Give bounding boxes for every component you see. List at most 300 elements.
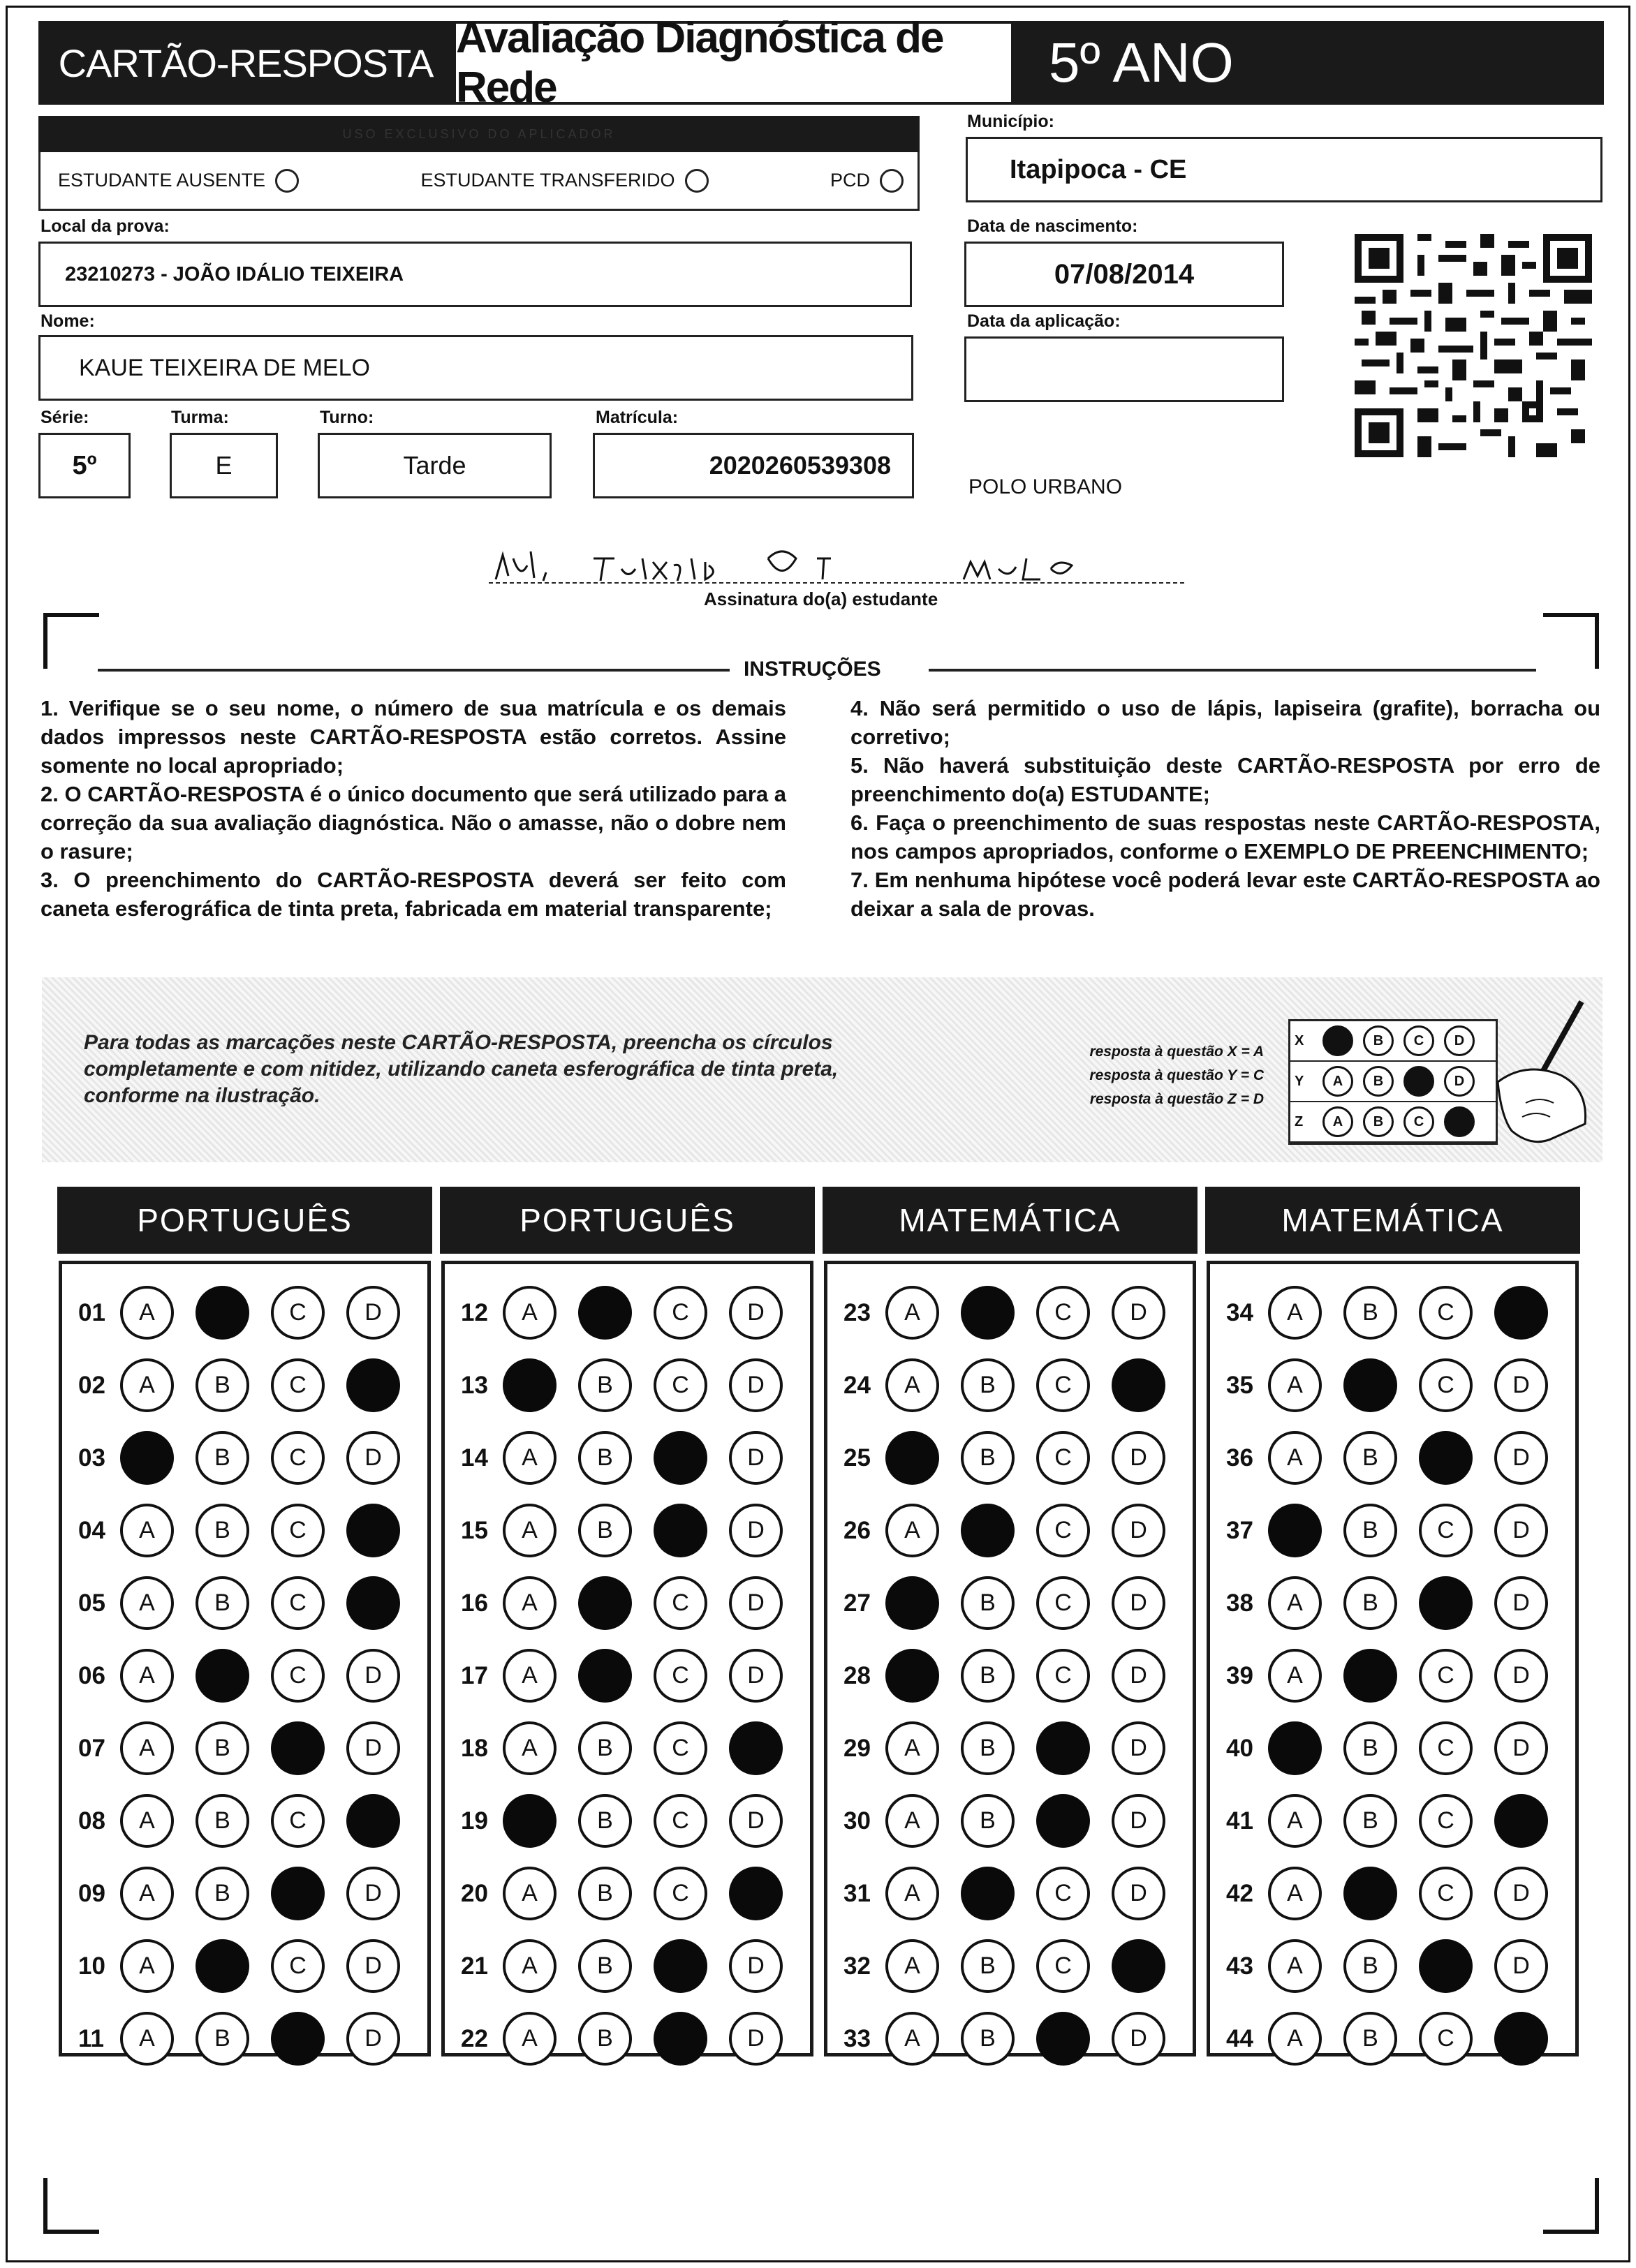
question-number: 28 xyxy=(843,1661,871,1689)
answer-bubble-c[interactable]: C xyxy=(271,1286,325,1340)
municipio-label: Município: xyxy=(967,112,1054,131)
pcd-label: PCD xyxy=(830,170,870,191)
answer-bubble-b[interactable] xyxy=(196,1939,249,1993)
answer-bubble-d[interactable]: D xyxy=(729,1358,783,1412)
answer-bubble-b[interactable]: B xyxy=(196,1794,249,1848)
answer-bubble-a[interactable]: A xyxy=(885,1286,939,1340)
answer-bubble-b[interactable]: B xyxy=(961,1358,1015,1412)
instructions-title: INSTRUÇÕES xyxy=(744,658,881,681)
answer-bubble-d[interactable] xyxy=(729,1867,783,1920)
answer-bubble-d[interactable]: D xyxy=(1112,1794,1165,1848)
answer-bubble-b[interactable]: B xyxy=(1343,2012,1397,2066)
corner-mark-bottom-right xyxy=(1543,2178,1599,2234)
answer-bubble-a[interactable]: A xyxy=(503,1504,557,1557)
answer-bubble-a[interactable] xyxy=(1268,1721,1322,1775)
question-number: 31 xyxy=(843,1879,871,1907)
answer-bubble-a[interactable]: A xyxy=(120,1504,174,1557)
answer-bubble-b[interactable]: B xyxy=(196,1576,249,1630)
municipio-value: Itapipoca - CE xyxy=(1010,154,1187,184)
question-row xyxy=(1226,1504,1570,1557)
matricula-value: 2020260539308 xyxy=(709,451,891,480)
question-row xyxy=(78,1504,422,1557)
answer-bubble-b[interactable] xyxy=(1343,1358,1397,1412)
question-number: 13 xyxy=(461,1371,488,1399)
answer-bubble-b[interactable]: B xyxy=(578,1867,632,1920)
answer-bubble-d[interactable]: D xyxy=(346,1867,400,1920)
answer-bubble-b[interactable]: B xyxy=(961,1939,1015,1993)
answer-bubble-b[interactable]: B xyxy=(1343,1576,1397,1630)
answer-bubble-c[interactable] xyxy=(1036,2012,1090,2066)
answer-bubble-b[interactable]: B xyxy=(578,1504,632,1557)
answer-bubble-b[interactable]: B xyxy=(961,1794,1015,1848)
matricula-field[interactable] xyxy=(593,433,914,498)
question-row xyxy=(1226,2012,1570,2066)
answer-bubble-b[interactable] xyxy=(961,1286,1015,1340)
answer-bubble-c[interactable]: C xyxy=(1036,1939,1090,1993)
answer-bubble-c[interactable]: C xyxy=(271,1794,325,1848)
answer-bubble-c[interactable]: C xyxy=(654,1794,707,1848)
answer-bubble-a[interactable]: A xyxy=(885,1939,939,1993)
answer-bubble-c[interactable]: C xyxy=(654,1649,707,1703)
answer-bubble-a[interactable]: A xyxy=(1268,1794,1322,1848)
question-row xyxy=(461,1649,804,1703)
answer-bubble-b[interactable]: B xyxy=(196,2012,249,2066)
answer-bubble-c[interactable]: C xyxy=(1419,1504,1473,1557)
question-number: 06 xyxy=(78,1661,105,1689)
question-number: 10 xyxy=(78,1952,105,1980)
question-row xyxy=(78,1867,422,1920)
absent-label: ESTUDANTE AUSENTE xyxy=(58,170,266,191)
answer-bubble-c[interactable]: C xyxy=(271,1649,325,1703)
instruction-6: 6. Faça o preenchimento de suas respostas neste CARTÃO-RESPOSTA, nos campos apropriados, conforme o EXEMPLO DE PREENCHIMENTO; xyxy=(850,810,1600,864)
instructions-rule-left xyxy=(98,669,730,672)
fill-example-grid xyxy=(1288,1019,1498,1145)
answer-bubble-d[interactable]: D xyxy=(729,1939,783,1993)
question-number: 04 xyxy=(78,1516,105,1544)
example-row-x xyxy=(1290,1021,1496,1062)
answer-bubble-d[interactable] xyxy=(1112,1939,1165,1993)
answer-bubble-a[interactable]: A xyxy=(1268,1867,1322,1920)
answer-bubble-a[interactable]: A xyxy=(120,1576,174,1630)
answer-bubble-b[interactable]: B xyxy=(196,1358,249,1412)
answer-bubble-b[interactable]: B xyxy=(1343,1504,1397,1557)
answer-bubble-d[interactable]: D xyxy=(1494,1939,1548,1993)
answer-bubble-b[interactable]: B xyxy=(578,1358,632,1412)
question-number: 22 xyxy=(461,2024,488,2052)
example-bubble-a: A xyxy=(1322,1066,1353,1097)
question-row xyxy=(843,1867,1187,1920)
question-number: 20 xyxy=(461,1879,488,1907)
answer-bubble-b[interactable]: B xyxy=(1343,1286,1397,1340)
answer-bubble-a[interactable]: A xyxy=(503,1649,557,1703)
answer-bubble-a[interactable]: A xyxy=(1268,1286,1322,1340)
answer-bubble-a[interactable]: A xyxy=(503,1867,557,1920)
question-number: 39 xyxy=(1226,1661,1253,1689)
answer-bubble-c[interactable] xyxy=(1419,1576,1473,1630)
answer-bubble-b[interactable]: B xyxy=(578,1794,632,1848)
answer-bubble-a[interactable]: A xyxy=(120,2012,174,2066)
corner-mark-top-right xyxy=(1543,613,1599,669)
answer-bubble-b[interactable]: B xyxy=(578,1721,632,1775)
answer-bubble-b[interactable] xyxy=(1343,1649,1397,1703)
question-row xyxy=(843,1576,1187,1630)
question-row xyxy=(461,1794,804,1848)
answer-bubble-c[interactable]: C xyxy=(271,1939,325,1993)
answer-bubble-d[interactable] xyxy=(1494,1794,1548,1848)
serie-field[interactable] xyxy=(38,433,131,498)
answer-bubble-d[interactable]: D xyxy=(1494,1867,1548,1920)
question-number: 09 xyxy=(78,1879,105,1907)
answer-bubble-c[interactable]: C xyxy=(1036,1649,1090,1703)
question-number: 29 xyxy=(843,1734,871,1762)
answer-bubble-b[interactable] xyxy=(961,1504,1015,1557)
answer-bubble-b[interactable] xyxy=(196,1649,249,1703)
answer-bubble-b[interactable]: B xyxy=(1343,1794,1397,1848)
answer-bubble-a[interactable]: A xyxy=(120,1794,174,1848)
answer-bubble-d[interactable]: D xyxy=(346,1649,400,1703)
question-number: 37 xyxy=(1226,1516,1253,1544)
answer-bubble-a[interactable]: A xyxy=(503,1431,557,1485)
answer-bubble-c[interactable]: C xyxy=(1419,1358,1473,1412)
answer-bubble-d[interactable]: D xyxy=(729,1649,783,1703)
answer-bubble-c[interactable]: C xyxy=(1419,2012,1473,2066)
example-row-y xyxy=(1290,1062,1496,1102)
answer-bubble-b[interactable]: B xyxy=(961,1721,1015,1775)
answer-bubble-d[interactable] xyxy=(1494,2012,1548,2066)
absent-radio[interactable] xyxy=(275,169,299,193)
answer-bubble-c[interactable]: C xyxy=(1036,1286,1090,1340)
question-number: 01 xyxy=(78,1298,105,1326)
answer-bubble-c[interactable]: C xyxy=(1419,1721,1473,1775)
evaluation-title: Avaliação Diagnóstica de Rede xyxy=(453,21,1014,105)
answer-bubble-b[interactable]: B xyxy=(961,1649,1015,1703)
question-number: 18 xyxy=(461,1734,488,1762)
question-number: 27 xyxy=(843,1589,871,1617)
question-number: 14 xyxy=(461,1444,488,1472)
question-number: 21 xyxy=(461,1952,488,1980)
serie-value: 5º xyxy=(72,450,97,480)
question-row xyxy=(843,1431,1187,1485)
question-row xyxy=(1226,1794,1570,1848)
question-row xyxy=(843,1794,1187,1848)
question-number: 34 xyxy=(1226,1298,1253,1326)
answer-bubble-a[interactable]: A xyxy=(120,1358,174,1412)
question-row xyxy=(461,1867,804,1920)
question-number: 42 xyxy=(1226,1879,1253,1907)
pcd-radio[interactable] xyxy=(880,169,904,193)
question-row xyxy=(78,1939,422,1993)
legend-line-y: resposta à questão Y = C xyxy=(1089,1067,1264,1083)
answer-bubble-c[interactable] xyxy=(271,1867,325,1920)
question-number: 38 xyxy=(1226,1589,1253,1617)
answer-bubble-d[interactable]: D xyxy=(729,1504,783,1557)
answer-bubble-c[interactable]: C xyxy=(271,1504,325,1557)
question-row xyxy=(461,1576,804,1630)
answer-bubble-d[interactable]: D xyxy=(1494,1504,1548,1557)
answer-bubble-a[interactable]: A xyxy=(120,1721,174,1775)
answer-bubble-d[interactable]: D xyxy=(1494,1649,1548,1703)
turma-label: Turma: xyxy=(171,408,229,427)
answer-bubble-c[interactable] xyxy=(654,1939,707,1993)
answer-bubble-d[interactable]: D xyxy=(1112,1431,1165,1485)
answer-bubble-a[interactable]: A xyxy=(885,1504,939,1557)
answer-bubble-c[interactable]: C xyxy=(1036,1867,1090,1920)
question-row xyxy=(78,1358,422,1412)
question-row xyxy=(78,1431,422,1485)
example-row-label: Y xyxy=(1295,1073,1304,1089)
answer-bubble-c[interactable] xyxy=(1036,1794,1090,1848)
answer-bubble-b[interactable]: B xyxy=(1343,1939,1397,1993)
question-number: 11 xyxy=(78,2024,104,2052)
answer-bubble-b[interactable] xyxy=(961,1867,1015,1920)
pcd-option[interactable] xyxy=(830,169,904,193)
answer-bubble-b[interactable] xyxy=(578,1649,632,1703)
answer-bubble-c[interactable]: C xyxy=(1036,1358,1090,1412)
answer-bubble-b[interactable]: B xyxy=(196,1721,249,1775)
answer-bubble-d[interactable]: D xyxy=(729,1431,783,1485)
example-row-label: Z xyxy=(1295,1113,1304,1129)
answer-bubble-a[interactable] xyxy=(885,1576,939,1630)
answer-bubble-c[interactable]: C xyxy=(271,1358,325,1412)
answer-bubble-a[interactable] xyxy=(1268,1504,1322,1557)
status-band xyxy=(38,116,920,152)
question-row xyxy=(461,1721,804,1775)
question-row xyxy=(1226,1649,1570,1703)
answer-bubble-c[interactable] xyxy=(654,1504,707,1557)
instructions-rule-right xyxy=(929,669,1536,672)
absent-option[interactable] xyxy=(58,169,299,193)
answer-bubble-a[interactable]: A xyxy=(503,2012,557,2066)
answer-bubble-a[interactable]: A xyxy=(885,1867,939,1920)
answer-bubble-c[interactable]: C xyxy=(271,1576,325,1630)
answer-bubble-b[interactable]: B xyxy=(196,1867,249,1920)
answer-bubble-b[interactable]: B xyxy=(578,1431,632,1485)
question-number: 05 xyxy=(78,1589,105,1617)
question-row xyxy=(1226,1286,1570,1340)
answer-bubble-b[interactable]: B xyxy=(196,1431,249,1485)
answer-bubble-d[interactable]: D xyxy=(1494,1576,1548,1630)
question-number: 33 xyxy=(843,2024,871,2052)
answer-bubble-d[interactable]: D xyxy=(729,1576,783,1630)
instruction-1: 1. Verifique se o seu nome, o número de sua matrícula e os demais dados impressos neste CARTÃO-RESPOSTA estão corretos. Assine somente no local apropriado; xyxy=(40,696,786,778)
legend-line-z: resposta à questão Z = D xyxy=(1089,1091,1264,1107)
subject-header-3: MATEMÁTICA xyxy=(823,1187,1197,1254)
question-row xyxy=(843,1504,1187,1557)
answer-bubble-b[interactable]: B xyxy=(961,1431,1015,1485)
answer-bubble-c[interactable]: C xyxy=(654,1721,707,1775)
answer-bubble-d[interactable]: D xyxy=(729,2012,783,2066)
answer-bubble-c[interactable] xyxy=(654,2012,707,2066)
answer-bubble-d[interactable]: D xyxy=(1494,1431,1548,1485)
turno-value: Tarde xyxy=(403,451,466,480)
answer-bubble-a[interactable]: A xyxy=(503,1721,557,1775)
turma-field[interactable] xyxy=(170,433,278,498)
question-row xyxy=(1226,1358,1570,1412)
answer-bubble-a[interactable]: A xyxy=(885,1721,939,1775)
example-row-z xyxy=(1290,1102,1496,1143)
question-row xyxy=(461,1358,804,1412)
example-bubble-b: B xyxy=(1363,1025,1394,1056)
answer-bubble-d[interactable]: D xyxy=(729,1286,783,1340)
answer-bubble-c[interactable] xyxy=(1036,1721,1090,1775)
question-row xyxy=(461,1286,804,1340)
answer-bubble-a[interactable] xyxy=(503,1358,557,1412)
answer-bubble-d[interactable]: D xyxy=(1112,1286,1165,1340)
answer-bubble-c[interactable]: C xyxy=(1419,1794,1473,1848)
example-bubble-c: C xyxy=(1403,1025,1434,1056)
answer-bubble-d[interactable]: D xyxy=(346,1721,400,1775)
answer-bubble-c[interactable]: C xyxy=(654,1867,707,1920)
answer-bubble-b[interactable]: B xyxy=(578,2012,632,2066)
answer-bubble-c[interactable]: C xyxy=(654,1576,707,1630)
question-row xyxy=(1226,1576,1570,1630)
question-number: 08 xyxy=(78,1807,105,1835)
answer-bubble-d[interactable]: D xyxy=(1494,1721,1548,1775)
answer-bubble-d[interactable]: D xyxy=(1112,1721,1165,1775)
answer-bubble-b[interactable] xyxy=(578,1576,632,1630)
question-row xyxy=(843,1721,1187,1775)
answer-bubble-a[interactable]: A xyxy=(1268,1649,1322,1703)
answer-bubble-c[interactable]: C xyxy=(1036,1431,1090,1485)
qr-code-icon xyxy=(1355,234,1592,457)
answer-bubble-a[interactable]: A xyxy=(1268,1358,1322,1412)
answer-bubble-a[interactable]: A xyxy=(885,1794,939,1848)
answer-bubble-a[interactable]: A xyxy=(1268,1431,1322,1485)
question-number: 30 xyxy=(843,1807,871,1835)
instruction-7: 7. Em nenhuma hipótese você poderá levar este CARTÃO-RESPOSTA ao deixar a sala de provas. xyxy=(850,868,1600,921)
question-number: 02 xyxy=(78,1371,105,1399)
answer-bubble-d[interactable]: D xyxy=(1112,1504,1165,1557)
answer-bubble-c[interactable]: C xyxy=(654,1358,707,1412)
question-row xyxy=(843,1939,1187,1993)
local-field[interactable] xyxy=(38,242,912,307)
answer-bubble-c[interactable]: C xyxy=(271,1431,325,1485)
turma-value: E xyxy=(215,451,233,480)
answer-bubble-a[interactable]: A xyxy=(120,1939,174,1993)
answer-bubble-a[interactable]: A xyxy=(1268,2012,1322,2066)
subject-header-1: PORTUGUÊS xyxy=(57,1187,432,1254)
answer-bubble-a[interactable]: A xyxy=(503,1576,557,1630)
answer-bubble-b[interactable]: B xyxy=(1343,1721,1397,1775)
answer-bubble-d[interactable] xyxy=(346,1576,400,1630)
answer-bubble-c[interactable]: C xyxy=(1036,1576,1090,1630)
answer-bubble-d[interactable] xyxy=(1112,1358,1165,1412)
question-number: 35 xyxy=(1226,1371,1253,1399)
transferred-option[interactable] xyxy=(421,169,709,193)
answer-bubble-d[interactable]: D xyxy=(1112,1867,1165,1920)
answer-bubble-d[interactable]: D xyxy=(729,1794,783,1848)
answer-bubble-c[interactable]: C xyxy=(1036,1504,1090,1557)
answer-bubble-b[interactable]: B xyxy=(1343,1431,1397,1485)
turno-field[interactable] xyxy=(318,433,552,498)
instruction-5: 5. Não haverá substituição deste CARTÃO-RESPOSTA por erro de preenchimento do(a) ESTUDANTE; xyxy=(850,753,1600,806)
answer-bubble-a[interactable] xyxy=(885,1649,939,1703)
answer-bubble-c[interactable]: C xyxy=(1419,1286,1473,1340)
answer-bubble-d[interactable] xyxy=(346,1358,400,1412)
card-title: CARTÃO-RESPOSTA xyxy=(38,21,453,105)
transferred-radio[interactable] xyxy=(685,169,709,193)
answer-bubble-d[interactable]: D xyxy=(346,1939,400,1993)
question-row xyxy=(1226,1431,1570,1485)
turno-label: Turno: xyxy=(320,408,374,427)
answer-bubble-a[interactable] xyxy=(885,1431,939,1485)
answer-bubble-d[interactable]: D xyxy=(346,1286,400,1340)
answer-bubble-b[interactable] xyxy=(196,1286,249,1340)
answer-bubble-a[interactable]: A xyxy=(1268,1576,1322,1630)
subject-header-2: PORTUGUÊS xyxy=(440,1187,815,1254)
answer-bubble-b[interactable] xyxy=(1343,1867,1397,1920)
question-number: 19 xyxy=(461,1807,488,1835)
answer-bubble-b[interactable]: B xyxy=(961,2012,1015,2066)
example-bubble-b: B xyxy=(1363,1066,1394,1097)
answer-bubble-a[interactable]: A xyxy=(885,2012,939,2066)
question-row xyxy=(1226,1721,1570,1775)
answer-bubble-d[interactable]: D xyxy=(346,1431,400,1485)
municipio-field[interactable] xyxy=(966,137,1602,202)
instruction-3: 3. O preenchimento do CARTÃO-RESPOSTA deverá ser feito com caneta esferográfica de tinta preta, fabricada em material transparente; xyxy=(40,868,786,921)
answer-bubble-c[interactable] xyxy=(271,1721,325,1775)
answer-bubble-d[interactable] xyxy=(346,1504,400,1557)
answer-bubble-d[interactable] xyxy=(729,1721,783,1775)
nome-field[interactable] xyxy=(38,335,913,401)
answer-bubble-b[interactable]: B xyxy=(578,1939,632,1993)
answer-bubble-b[interactable]: B xyxy=(196,1504,249,1557)
nome-value: KAUE TEIXEIRA DE MELO xyxy=(79,354,370,381)
answer-bubble-d[interactable] xyxy=(346,1794,400,1848)
answer-bubble-d[interactable]: D xyxy=(1112,1576,1165,1630)
corner-mark-bottom-left xyxy=(43,2178,99,2234)
answer-bubble-c[interactable] xyxy=(654,1431,707,1485)
answer-bubble-d[interactable]: D xyxy=(1112,2012,1165,2066)
question-row xyxy=(461,1939,804,1993)
answer-bubble-d[interactable] xyxy=(1494,1286,1548,1340)
answer-bubble-a[interactable] xyxy=(503,1794,557,1848)
answer-bubble-a[interactable]: A xyxy=(503,1939,557,1993)
nascimento-label: Data de nascimento: xyxy=(967,216,1138,236)
status-box xyxy=(38,152,920,211)
answer-bubble-a[interactable] xyxy=(120,1431,174,1485)
signature-label: Assinatura do(a) estudante xyxy=(704,588,938,609)
answer-bubble-c[interactable]: C xyxy=(1419,1649,1473,1703)
answer-bubble-c[interactable] xyxy=(271,2012,325,2066)
answer-bubble-d[interactable]: D xyxy=(346,2012,400,2066)
question-number: 36 xyxy=(1226,1444,1253,1472)
nascimento-field[interactable] xyxy=(964,242,1284,307)
answer-bubble-c[interactable] xyxy=(1419,1939,1473,1993)
answer-bubble-a[interactable]: A xyxy=(503,1286,557,1340)
aplicacao-field[interactable] xyxy=(964,336,1284,402)
answer-bubble-a[interactable]: A xyxy=(885,1358,939,1412)
question-number: 16 xyxy=(461,1589,488,1617)
answer-bubble-a[interactable]: A xyxy=(1268,1939,1322,1993)
question-number: 44 xyxy=(1226,2024,1253,2052)
answer-bubble-a[interactable]: A xyxy=(120,1649,174,1703)
answer-bubble-c[interactable]: C xyxy=(1419,1867,1473,1920)
answer-bubble-d[interactable]: D xyxy=(1112,1649,1165,1703)
answer-bubble-a[interactable]: A xyxy=(120,1867,174,1920)
question-number: 26 xyxy=(843,1516,871,1544)
question-row xyxy=(843,1649,1187,1703)
question-number: 23 xyxy=(843,1298,871,1326)
answer-bubble-b[interactable]: B xyxy=(961,1576,1015,1630)
answer-bubble-a[interactable]: A xyxy=(120,1286,174,1340)
answer-bubble-d[interactable]: D xyxy=(1494,1358,1548,1412)
nome-label: Nome: xyxy=(40,311,95,331)
answer-bubble-c[interactable] xyxy=(1419,1431,1473,1485)
question-number: 43 xyxy=(1226,1952,1253,1980)
answer-bubble-b[interactable] xyxy=(578,1286,632,1340)
answer-bubble-c[interactable]: C xyxy=(654,1286,707,1340)
